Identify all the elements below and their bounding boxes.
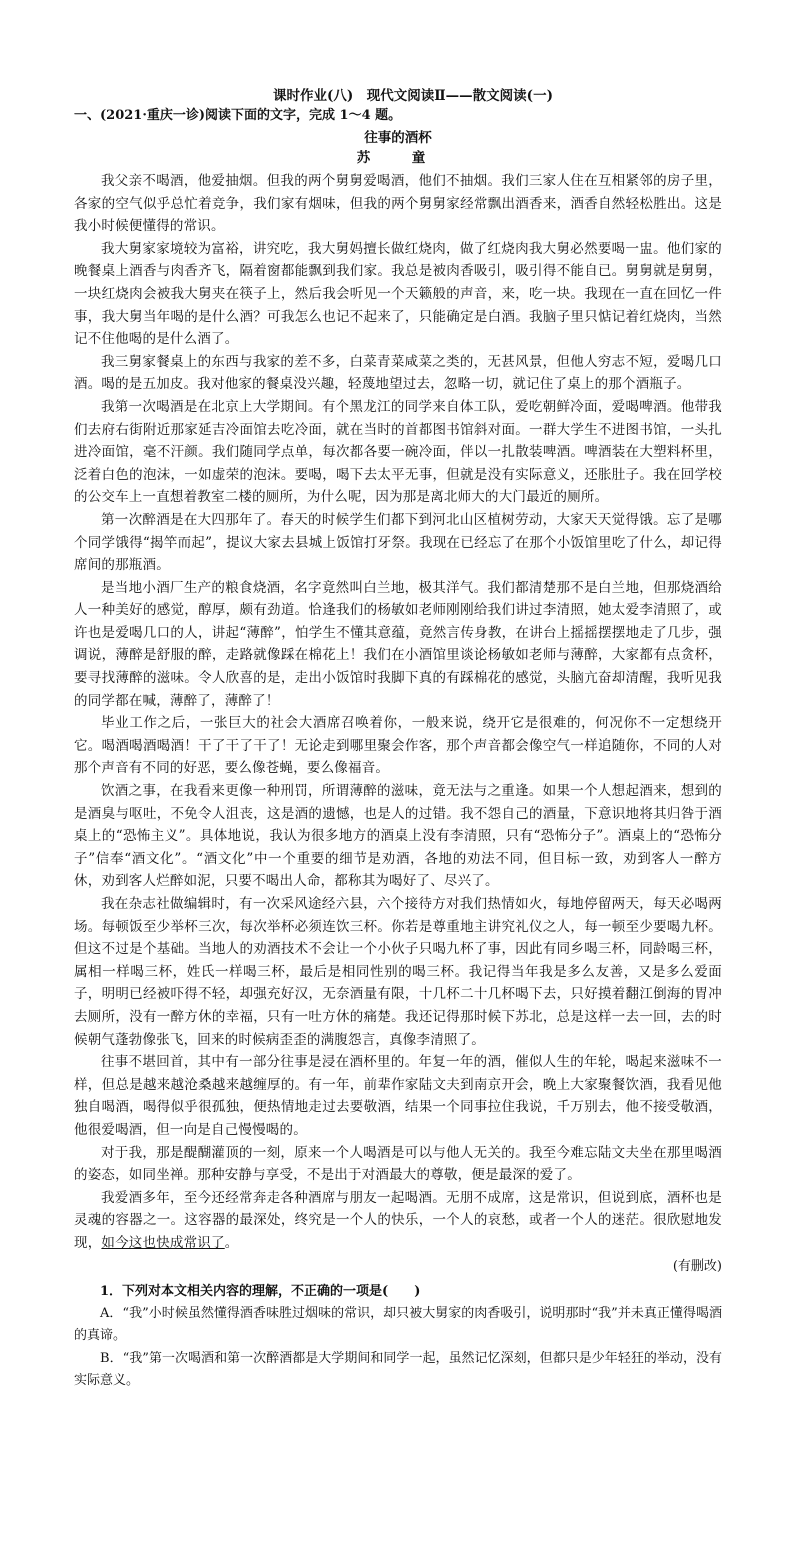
paragraph-final-text: 我爱酒多年，至今还经常奔走各种酒席与朋友一起喝酒。无朋不成席，这是常识，但说到底，酒杯也是灵魂的容器之一。这容器的最深处，终究是一个人的快乐，一个人的哀愁，或者一个人的迷茫。很欣慰地发现， xyxy=(74,1189,722,1251)
paragraph: 我三舅家餐桌上的东西与我家的差不多，白菜青菜咸菜之类的，无甚风景，但他人穷志不短，爱喝几口酒。喝的是五加皮。我对他家的餐桌没兴趣，轻蔑地望过去，忽略一切，就记住了桌上的那个酒瓶子。 xyxy=(74,353,722,393)
paragraph-final-end: 。 xyxy=(224,1234,239,1251)
paragraph: 我第一次喝酒是在北京上大学期间。有个黑龙江的同学来自体工队，爱吃朝鲜冷面，爱喝啤酒。他带我们去府右街附近那家延吉冷面馆去吃冷面，就在当时的首都图书馆斜对面。一群大学生不进图书馆，一头扎进冷面馆，毫不汗颜。我们随同学点单，每次都各要一碗冷面，伴以一扎散装啤酒。啤酒装在大塑料杯里，泛着白色的泡沫，一如虚荣的泡沫。要喝，喝下去太平无事，但就是没有实际意义，还胀肚子。我在回学校的公交车上一直想着教室二楼的厕所，为什么呢，因为那是离北师大的大门最近的厕所。 xyxy=(74,398,722,506)
paragraph: 第一次醉酒是在大四那年了。春天的时候学生们都下到河北山区植树劳动，大家天天觉得饿。忘了是哪个同学饿得“揭竿而起”，提议大家去县城上饭馆打牙祭。我现在已经忘了在那个小饭馆里吃了什么，却记得席间的那瓶酒。 xyxy=(74,511,722,574)
paragraph: 毕业工作之后，一张巨大的社会大酒席召唤着你，一般来说，绕开它是很难的，何况你不一定想绕开它。喝酒喝酒喝酒！干了干了干了！无论走到哪里聚会作客，那个声音都会像空气一样追随你，不同的人对那个声音有不同的好恶，要么像苍蝇，要么像福音。 xyxy=(74,715,722,777)
essay-body xyxy=(74,170,722,1255)
paragraph: 我大舅家家境较为富裕，讲究吃，我大舅妈擅长做红烧肉，做了红烧肉我大舅必然要喝一盅。他们家的晚餐桌上酒香与肉香齐飞，隔着窗都能飘到我们家。我总是被肉香吸引，吸引得不能自已。舅舅就是舅舅，一块红烧肉会被我大舅夹在筷子上，然后我会听见一个天籁般的声音，来，吃一块。我现在一直在回忆一件事，我大舅当年喝的是什么酒？可我怎么也记不起来了，只能确定是白酒。我脑子里只惦记着红烧肉，当然记不住他喝的是什么酒了。 xyxy=(74,240,722,348)
edit-note: (有删改) xyxy=(672,1258,722,1274)
worksheet-title: 课时作业(八) 现代文阅读Ⅱ——散文阅读(一) xyxy=(273,88,553,104)
question-1: 1．下列对本文相关内容的理解，不正确的一项是( ) xyxy=(100,1283,421,1299)
section-instruction: 一、(2021·重庆一诊)阅读下面的文字，完成 1～4 题。 xyxy=(74,108,402,123)
paragraph: 对于我，那是醍醐灌顶的一刻，原来一个人喝酒是可以与他人无关的。我至今难忘陆文夫坐在那里喝酒的姿态，如同坐禅。那种安静与享受，不是出于对酒最大的尊敬，便是最深的爱了。 xyxy=(74,1144,722,1184)
paragraph-final xyxy=(74,1187,722,1255)
option-b: B．“我”第一次喝酒和第一次醉酒都是大学期间和同学一起，虽然记忆深刻，但都只是少年轻狂的举动，没有实际意义。 xyxy=(74,1350,722,1389)
option-a: A．“我”小时候虽然懂得酒香味胜过烟味的常识，却只被大舅家的肉香吸引，说明那时“我”并未真正懂得喝酒的真谛。 xyxy=(74,1305,722,1344)
paragraph: 往事不堪回首，其中有一部分往事是浸在酒杯里的。年复一年的酒，催似人生的年轮，喝起来滋味不一样，但总是越来越沧桑越来越缠厚的。有一年，前辈作家陆文夫到南京开会，晚上大家聚餐饮酒，我看见他独自喝酒，喝得似乎很孤独，便热情地走过去要敬酒，结果一个同事拉住我说，千万别去，他不接受敬酒，他很爱喝酒，但一向是自己慢慢喝的。 xyxy=(74,1054,722,1138)
paragraph: 我父亲不喝酒，他爱抽烟。但我的两个舅舅爱喝酒，他们不抽烟。我们三家人住在互相紧邻的房子里，各家的空气似乎总忙着竞争，我们家有烟味，但我的两个舅舅家经常飘出酒香来，酒香自然轻松胜出。这是我小时候便懂得的常识。 xyxy=(74,173,722,235)
document-page xyxy=(74,86,722,1393)
underlined-sentence: 如今这也快成常识了 xyxy=(101,1234,225,1251)
paragraph: 我在杂志社做编辑时，有一次采风途经六县，六个接待方对我们热情如火，每地停留两天，每天必喝两场。每顿饭至少举杯三次，每次举杯必须连饮三杯。你若是尊重地主讲究礼仪之人，每一顿至少要喝九杯。但这不过是个基础。当地人的劝酒技术不会让一个小伙子只喝九杯了事，因此有同乡喝三杯，同龄喝三杯，属相一样喝三杯，姓氏一样喝三杯，最后是相同性别的喝三杯。我记得当年我是多么友善，又是多么爱面子，明明已经被吓得不轻，却强充好汉，无奈酒量有限，十几杯二十几杯喝下去，只好摸着翻江倒海的胃冲去厕所，没有一醉方休的幸福，只有一吐方休的痛楚。我还记得那时候下苏北，总是这样一去一回，去的时候朝气蓬勃像张飞，回来的时候病歪歪的满腹怨言，真像李清照了。 xyxy=(74,896,722,1048)
essay-title: 往事的酒杯 xyxy=(364,130,432,146)
paragraph: 是当地小酒厂生产的粮食烧酒，名字竟然叫白兰地，极其洋气。我们都清楚那不是白兰地，但那烧酒给人一种美好的感觉，醇厚，颇有劲道。恰逢我们的杨敏如老师刚刚给我们讲过李清照，她太爱李清照了，或许也是爱喝几口的人，讲起“薄醉”，怕学生不懂其意蕴，竟然言传身教，在讲台上摇摇摆摆地走了几步，强调说，薄醉是舒服的醉，走路就像踩在棉花上！我们在小酒馆里谈论杨敏如老师与薄醉，大家都有点贪杯，要寻找薄醉的滋味。令人欣喜的是，走出小饭馆时我脚下真的有踩棉花的感觉，头脑亢奋却清醒，我听见我的同学都在喊，薄醉了，薄醉了！ xyxy=(74,579,722,709)
essay-author: 苏 童 xyxy=(356,150,440,166)
paragraph: 饮酒之事，在我看来更像一种刑罚，所谓薄醉的滋味，竟无法与之重逢。如果一个人想起酒来，想到的是酒臭与呕吐，不免令人沮丧，这是酒的遗憾，也是人的过错。我不怨自己的酒量，下意识地将其归咎于酒桌上的“恐怖主义”。具体地说，我认为很多地方的酒桌上没有李清照，只有“恐怖分子”。酒桌上的“恐怖分子”信奉“酒文化”。“酒文化”中一个重要的细节是劝酒，各地的劝法不同，但目标一致，劝到客人一醉方休，劝到客人烂醉如泥，只要不喝出人命，都称其为喝好了、尽兴了。 xyxy=(74,783,722,890)
